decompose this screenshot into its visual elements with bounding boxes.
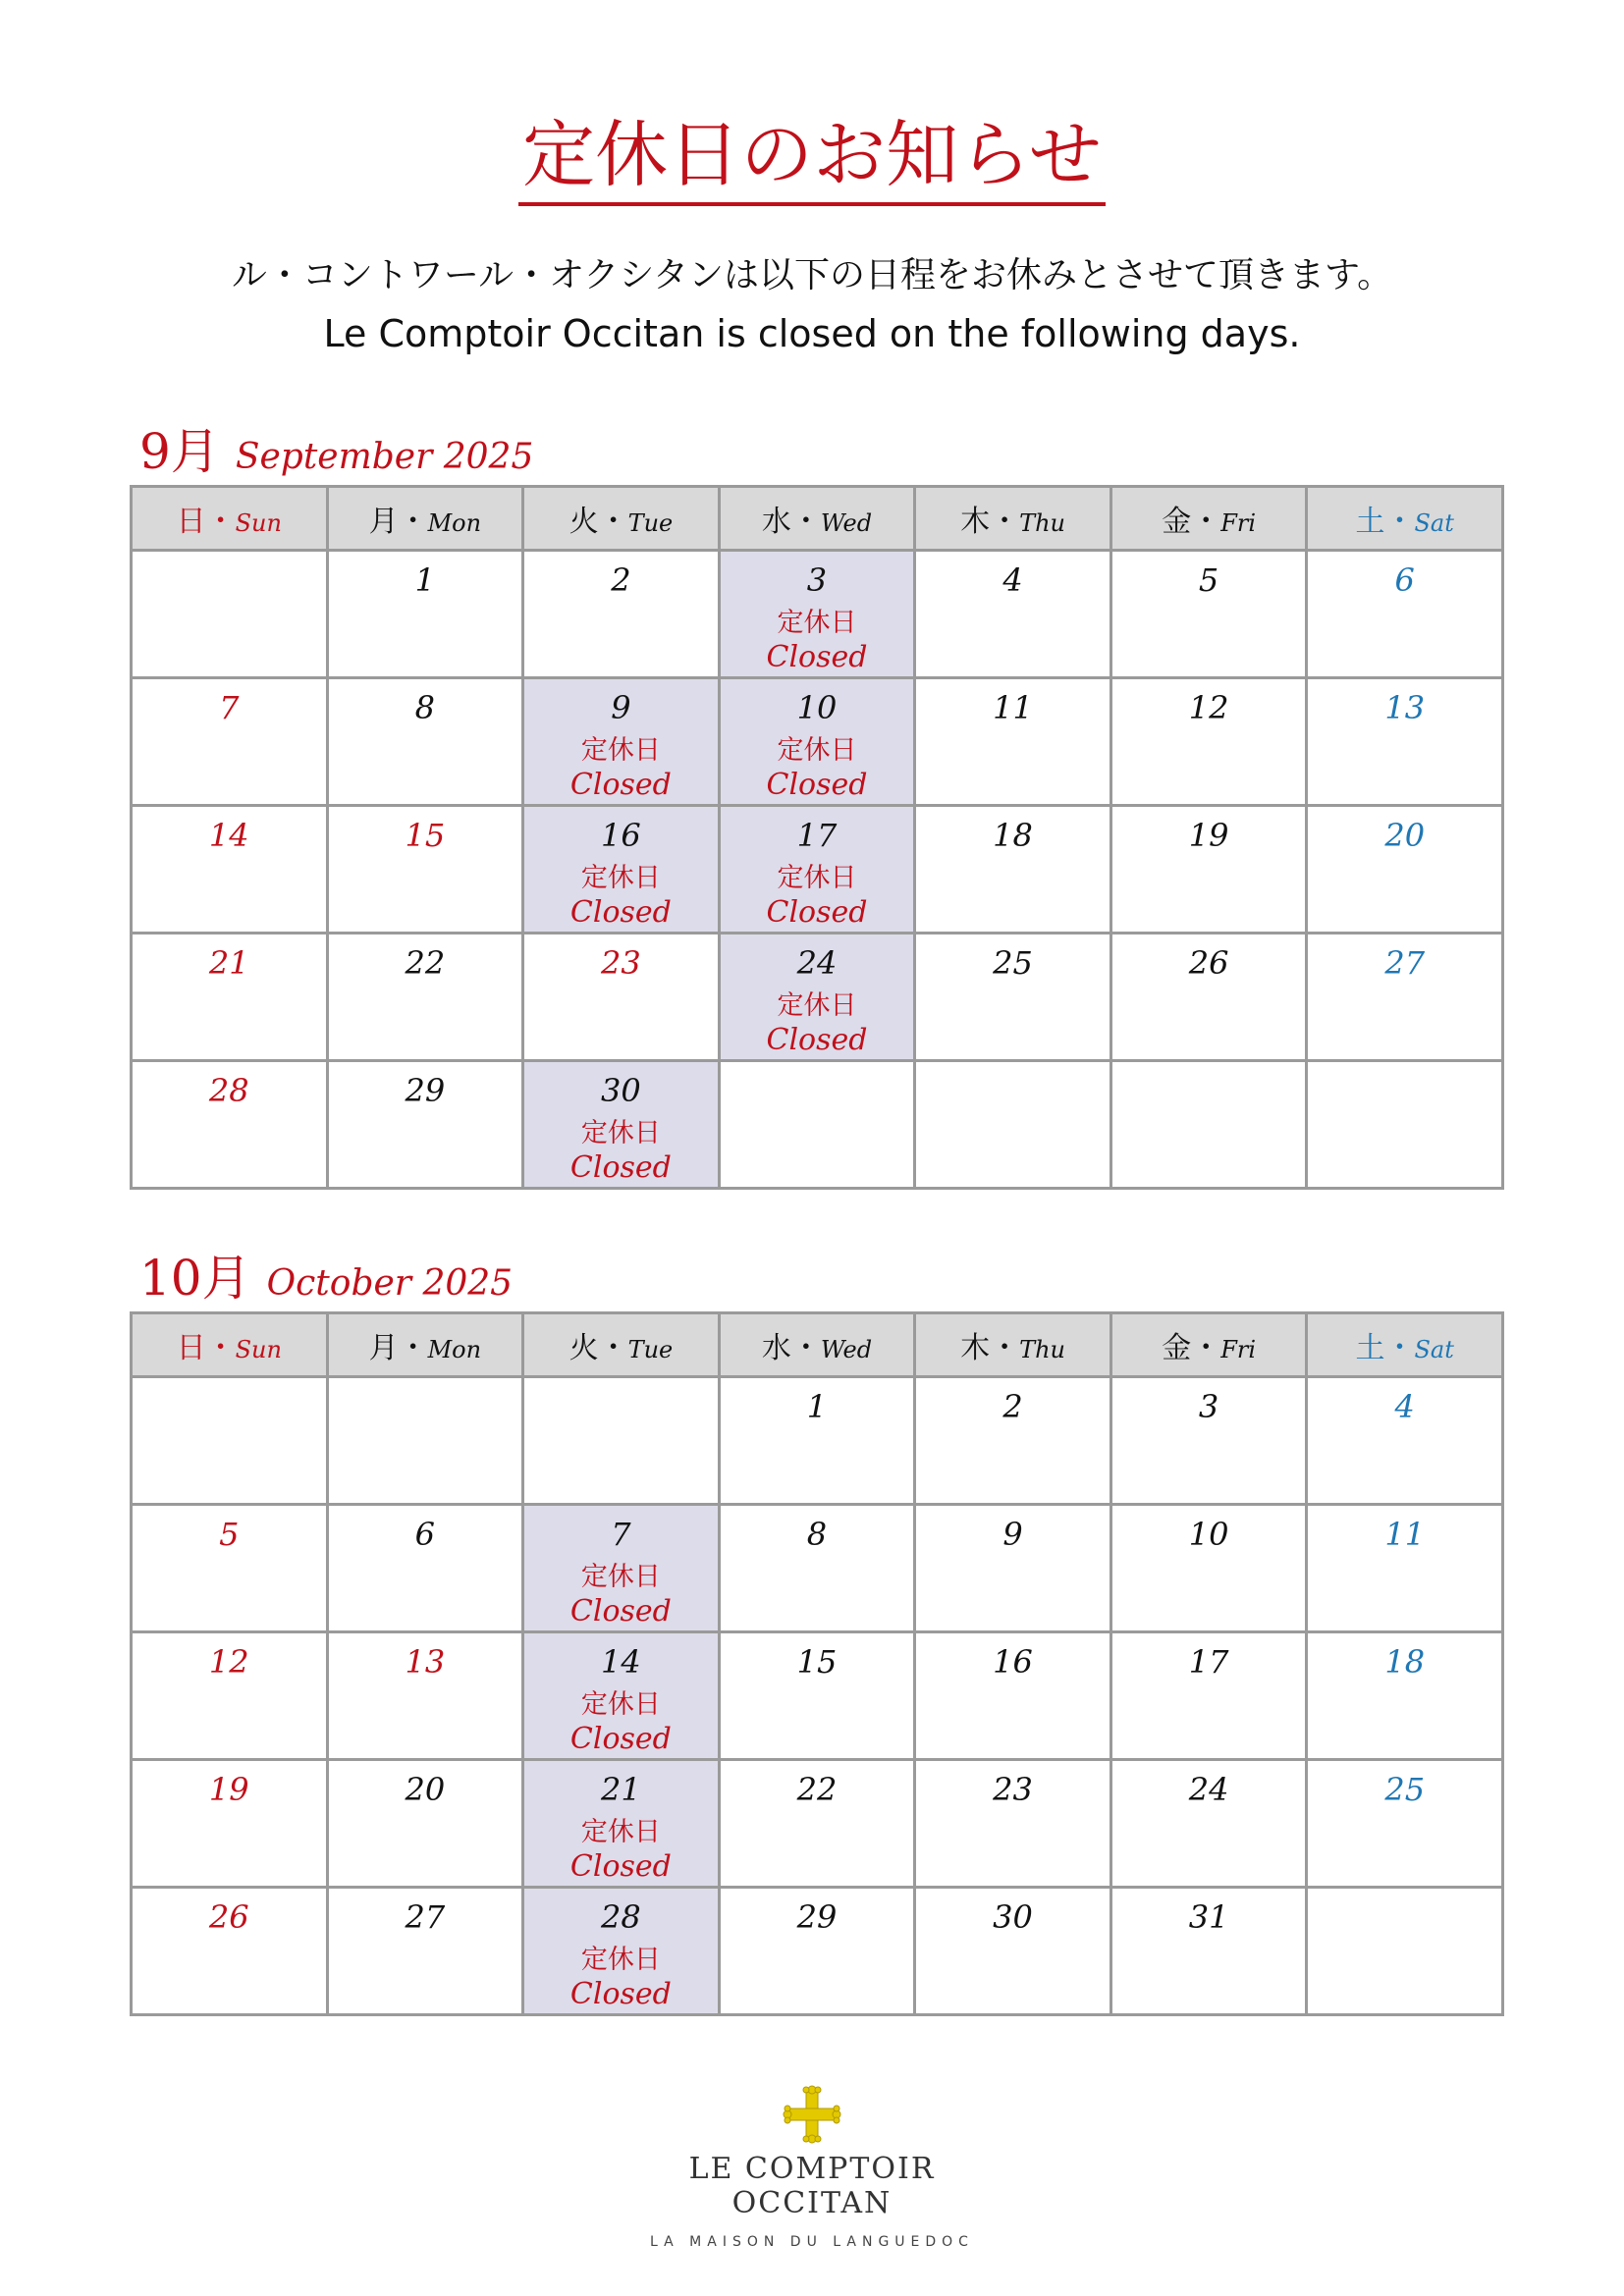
logo-name: LE COMPTOIR OCCITAN [688, 2152, 936, 2220]
intro-japanese: ル・コントワール・オクシタンは以下の日程をお休みとさせて頂きます。 [231, 255, 1393, 295]
weekday-header-fri [1110, 487, 1307, 551]
week-row [132, 1632, 1503, 1760]
empty-day-cell [915, 1061, 1111, 1189]
closed-label-japanese: 定休日 [580, 1562, 661, 1592]
weekday-english: Fri [1220, 1336, 1256, 1363]
day-number: 5 [1198, 561, 1219, 599]
day-number: 11 [1384, 1516, 1426, 1553]
weekday-header-thu [915, 487, 1111, 551]
day-cell [132, 806, 328, 934]
closed-label-english: Closed [766, 640, 868, 674]
day-cell [1110, 678, 1307, 806]
closed-label-japanese: 定休日 [580, 1945, 661, 1975]
day-cell [719, 678, 915, 806]
day-number: 21 [601, 1771, 641, 1808]
day-cell [327, 1760, 523, 1888]
day-number: 4 [1002, 561, 1023, 599]
day-cell [1307, 1632, 1503, 1760]
closed-label-english: Closed [569, 1977, 672, 2011]
week-row [132, 1505, 1503, 1632]
weekday-english: Mon [427, 509, 482, 537]
day-cell [1110, 1632, 1307, 1760]
day-number: 6 [1394, 561, 1415, 599]
closed-label-english: Closed [569, 768, 672, 802]
day-number: 16 [601, 817, 641, 854]
day-cell [719, 806, 915, 934]
weekday-japanese: 木 [960, 505, 991, 539]
month-english: October 2025 [266, 1263, 514, 1304]
day-number: 21 [208, 944, 249, 982]
weekday-separator: ・ [790, 1331, 821, 1365]
day-number: 20 [1384, 817, 1426, 854]
day-cell [915, 551, 1111, 678]
day-number: 25 [993, 944, 1033, 982]
calendar-september [130, 485, 1504, 1190]
day-number: 4 [1394, 1388, 1415, 1425]
day-cell [1110, 806, 1307, 934]
weekday-japanese: 土 [1355, 1331, 1385, 1365]
day-number: 2 [1002, 1388, 1023, 1425]
empty-day-cell [523, 1377, 720, 1505]
week-row [132, 1760, 1503, 1888]
empty-day-cell [719, 1061, 915, 1189]
weekday-english: Mon [427, 1336, 482, 1363]
day-number: 8 [414, 689, 436, 726]
weekday-header-sat [1307, 1313, 1503, 1377]
day-cell [915, 1505, 1111, 1632]
day-number: 2 [611, 561, 631, 599]
day-number: 23 [993, 1771, 1033, 1808]
weekday-separator: ・ [990, 1331, 1020, 1365]
weekday-separator: ・ [790, 505, 821, 539]
day-cell [915, 1377, 1111, 1505]
weekday-header-wed [719, 487, 915, 551]
day-cell [915, 806, 1111, 934]
day-number: 30 [993, 1898, 1033, 1936]
day-number: 22 [405, 944, 446, 982]
weekday-header-tue [523, 487, 720, 551]
closed-label-english: Closed [569, 895, 672, 930]
day-cell [132, 934, 328, 1061]
weekday-japanese: 水 [761, 1331, 791, 1365]
day-number: 15 [796, 1643, 838, 1681]
month-english: September 2025 [235, 437, 534, 477]
logo-tagline: LA MAISON DU LANGUEDOC [650, 2234, 974, 2250]
weekday-english: Thu [1019, 1336, 1065, 1363]
weekday-header-thu [915, 1313, 1111, 1377]
day-number: 23 [601, 944, 641, 982]
empty-day-cell [1307, 1888, 1503, 2015]
weekday-separator: ・ [1384, 505, 1415, 539]
weekday-english: Sat [1414, 1336, 1454, 1363]
day-number: 14 [208, 817, 249, 854]
weekday-english: Wed [820, 1336, 873, 1363]
day-number: 13 [1384, 689, 1426, 726]
day-cell [523, 551, 720, 678]
day-number: 29 [796, 1898, 838, 1936]
day-cell [1307, 1377, 1503, 1505]
day-number: 26 [1188, 944, 1229, 982]
day-number: 24 [1188, 1771, 1229, 1808]
closed-label-japanese: 定休日 [580, 863, 661, 893]
weekday-japanese: 日 [176, 505, 206, 539]
day-number: 20 [405, 1771, 446, 1808]
day-cell [1307, 1505, 1503, 1632]
weekday-separator: ・ [398, 1331, 428, 1365]
weekday-english: Sun [235, 509, 282, 537]
weekday-japanese: 火 [568, 505, 599, 539]
weekday-english: Tue [627, 509, 674, 537]
weekday-header-fri [1110, 1313, 1307, 1377]
day-number: 24 [796, 944, 838, 982]
weekday-english: Thu [1019, 509, 1065, 537]
day-cell [132, 1760, 328, 1888]
day-cell [1110, 1760, 1307, 1888]
closed-label-japanese: 定休日 [580, 1689, 661, 1720]
day-cell [327, 678, 523, 806]
day-cell [1110, 934, 1307, 1061]
day-number: 17 [796, 817, 838, 854]
weekday-header-tue [523, 1313, 720, 1377]
weekday-header-mon [327, 1313, 523, 1377]
day-cell [719, 1505, 915, 1632]
closed-label-japanese: 定休日 [777, 608, 857, 638]
day-number: 10 [796, 689, 838, 726]
weekday-japanese: 月 [368, 1331, 399, 1365]
day-number: 16 [993, 1643, 1033, 1681]
day-cell [523, 1888, 720, 2015]
month-heading-october [139, 1239, 513, 1309]
empty-day-cell [1110, 1061, 1307, 1189]
weekday-separator: ・ [205, 1331, 236, 1365]
day-number: 19 [208, 1771, 249, 1808]
day-cell [1307, 551, 1503, 678]
closed-label-japanese: 定休日 [777, 863, 857, 893]
day-number: 3 [806, 561, 828, 599]
day-cell [523, 934, 720, 1061]
closed-label-english: Closed [569, 1722, 672, 1756]
weekday-header-sun [132, 487, 328, 551]
closed-label-english: Closed [766, 1023, 868, 1057]
weekday-separator: ・ [598, 505, 628, 539]
day-number: 14 [601, 1643, 641, 1681]
weekday-english: Sun [235, 1336, 282, 1363]
day-number: 5 [219, 1516, 240, 1553]
weekday-header-row [132, 487, 1503, 551]
weekday-english: Fri [1220, 509, 1256, 537]
day-number: 7 [611, 1516, 631, 1553]
day-cell [327, 806, 523, 934]
page-title-wrap [0, 108, 1624, 206]
day-number: 6 [414, 1516, 436, 1553]
empty-day-cell [1307, 1061, 1503, 1189]
day-cell [1110, 1505, 1307, 1632]
day-cell [327, 551, 523, 678]
day-cell [327, 1888, 523, 2015]
empty-day-cell [132, 551, 328, 678]
closed-label-japanese: 定休日 [580, 1817, 661, 1847]
day-cell [327, 1061, 523, 1189]
weekday-english: Tue [627, 1336, 674, 1363]
day-cell [1110, 551, 1307, 678]
day-number: 28 [601, 1898, 641, 1936]
day-number: 7 [219, 689, 240, 726]
weekday-japanese: 土 [1355, 505, 1385, 539]
day-number: 13 [405, 1643, 446, 1681]
day-cell [915, 1888, 1111, 2015]
week-row [132, 1888, 1503, 2015]
day-number: 9 [611, 689, 631, 726]
empty-day-cell [132, 1377, 328, 1505]
day-number: 18 [993, 817, 1033, 854]
day-number: 12 [208, 1643, 249, 1681]
day-number: 8 [806, 1516, 828, 1553]
closed-label-english: Closed [569, 1150, 672, 1185]
closed-label-japanese: 定休日 [580, 735, 661, 766]
day-cell [523, 1632, 720, 1760]
calendar-october [130, 1311, 1504, 2016]
day-cell [132, 1632, 328, 1760]
day-number: 26 [208, 1898, 249, 1936]
day-cell [523, 1760, 720, 1888]
day-cell [915, 1632, 1111, 1760]
day-cell [719, 1888, 915, 2015]
day-number: 27 [1384, 944, 1426, 982]
month-number: 10月 [139, 1250, 251, 1307]
weekday-japanese: 日 [176, 1331, 206, 1365]
weekday-header-sun [132, 1313, 328, 1377]
day-cell [719, 1760, 915, 1888]
day-number: 29 [405, 1072, 446, 1109]
day-cell [1110, 1888, 1307, 2015]
occitan-cross-icon [783, 2085, 841, 2144]
day-cell [132, 1061, 328, 1189]
day-cell [1307, 1760, 1503, 1888]
week-row [132, 551, 1503, 678]
weekday-separator: ・ [598, 1331, 628, 1365]
weekday-japanese: 木 [960, 1331, 991, 1365]
weekday-english: Sat [1414, 509, 1454, 537]
week-row [132, 934, 1503, 1061]
weekday-separator: ・ [1384, 1331, 1415, 1365]
day-cell [719, 1632, 915, 1760]
weekday-japanese: 水 [761, 505, 791, 539]
weekday-japanese: 火 [568, 1331, 599, 1365]
weekday-japanese: 金 [1162, 1331, 1192, 1365]
day-cell [523, 806, 720, 934]
day-cell [1307, 806, 1503, 934]
day-number: 11 [993, 689, 1033, 726]
day-cell [915, 934, 1111, 1061]
day-cell [523, 678, 720, 806]
weekday-japanese: 月 [368, 505, 399, 539]
weekday-header-sat [1307, 487, 1503, 551]
closed-label-english: Closed [766, 768, 868, 802]
brand-logo [616, 2085, 1008, 2250]
weekday-separator: ・ [1191, 505, 1221, 539]
month-heading-september [139, 412, 533, 483]
day-number: 18 [1384, 1643, 1426, 1681]
day-number: 28 [208, 1072, 249, 1109]
day-number: 17 [1188, 1643, 1229, 1681]
day-number: 25 [1384, 1771, 1426, 1808]
empty-day-cell [327, 1377, 523, 1505]
month-number: 9月 [139, 423, 220, 480]
week-row [132, 678, 1503, 806]
day-number: 10 [1188, 1516, 1229, 1553]
day-cell [327, 1632, 523, 1760]
weekday-header-row [132, 1313, 1503, 1377]
weekday-japanese: 金 [1162, 505, 1192, 539]
day-cell [1110, 1377, 1307, 1505]
day-cell [1307, 934, 1503, 1061]
week-row [132, 1061, 1503, 1189]
day-number: 1 [806, 1388, 828, 1425]
day-cell [132, 1888, 328, 2015]
intro-english: Le Comptoir Occitan is closed on the following days. [323, 312, 1301, 355]
day-number: 30 [601, 1072, 641, 1109]
closed-label-english: Closed [569, 1594, 672, 1629]
week-row [132, 806, 1503, 934]
day-number: 9 [1002, 1516, 1023, 1553]
day-number: 19 [1188, 817, 1229, 854]
weekday-header-mon [327, 487, 523, 551]
day-number: 27 [405, 1898, 446, 1936]
closed-label-japanese: 定休日 [580, 1118, 661, 1148]
day-cell [132, 1505, 328, 1632]
day-cell [327, 1505, 523, 1632]
closed-label-japanese: 定休日 [777, 735, 857, 766]
day-cell [719, 551, 915, 678]
weekday-separator: ・ [990, 505, 1020, 539]
day-cell [523, 1061, 720, 1189]
weekday-separator: ・ [205, 505, 236, 539]
week-row [132, 1377, 1503, 1505]
weekday-english: Wed [820, 509, 873, 537]
weekday-separator: ・ [1191, 1331, 1221, 1365]
day-cell [132, 678, 328, 806]
day-number: 1 [414, 561, 436, 599]
day-cell [523, 1505, 720, 1632]
day-number: 22 [796, 1771, 838, 1808]
day-number: 31 [1188, 1898, 1229, 1936]
day-cell [1307, 678, 1503, 806]
weekday-separator: ・ [398, 505, 428, 539]
page-title: 定休日のお知らせ [518, 108, 1106, 206]
closed-label-english: Closed [766, 895, 868, 930]
closed-label-english: Closed [569, 1849, 672, 1884]
day-cell [719, 934, 915, 1061]
day-cell [327, 934, 523, 1061]
weekday-header-wed [719, 1313, 915, 1377]
day-cell [719, 1377, 915, 1505]
day-number: 12 [1188, 689, 1229, 726]
closed-label-japanese: 定休日 [777, 990, 857, 1021]
day-cell [915, 1760, 1111, 1888]
day-cell [915, 678, 1111, 806]
day-number: 3 [1198, 1388, 1219, 1425]
day-number: 15 [405, 817, 446, 854]
